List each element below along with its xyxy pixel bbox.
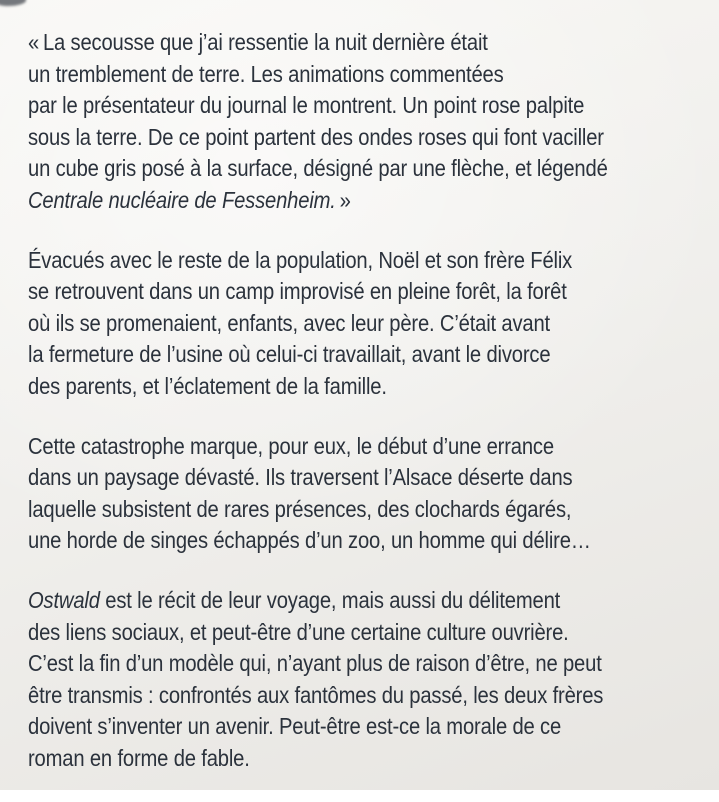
text-line: la fermeture de l’usine où celui-ci travaillait, avant le divorce [28,341,551,368]
text-line: où ils se promenaient, enfants, avec leur père. C’était avant [28,309,551,336]
printed-text [28,27,719,802]
text-line: un tremblement de terre. Les animations commentées [28,60,504,87]
closing-guillemet: » [335,186,351,213]
text-line: Cette catastrophe marque, pour eux, le début d’une errance [28,432,554,459]
lead-rest: est le récit de leur voyage, mais aussi du délitement [99,586,561,613]
text-line: par le présentateur du journal le montrent. Un point rose palpite [28,92,585,119]
book-title-italic: Ostwald [28,586,100,613]
text-line: roman en forme de fable. [28,744,250,771]
text-line: être transmis : confrontés aux fantômes du passé, les deux frères [28,681,604,708]
page-corner-artifact [0,0,26,6]
text-line: des liens sociaux, et peut-être d’une certaine culture ouvrière. [28,618,569,645]
paragraph-ostwald [28,585,719,775]
text-line: laquelle subsistent de rares présences, des clochards égarés, [28,495,572,522]
text-line [28,185,719,217]
text-line: « La secousse que j’ai ressentie la nuit dernière était [28,29,488,55]
text-line: un cube gris posé à la surface, désigné par une flèche, et légendé [28,155,608,182]
text-line: doivent s’inventer un avenir. Peut-être est-ce la morale de ce [28,713,562,740]
text-line: une horde de singes échappés d’un zoo, un homme qui délire… [28,527,591,554]
text-line: C’est la fin d’un modèle qui, n’ayant plus de raison d’être, ne peut [28,650,602,677]
italic-caption: Centrale nucléaire de Fessenheim. [28,186,336,213]
text-line: sous la terre. De ce point partent des ondes roses qui font vaciller [28,123,604,150]
text-line [28,585,719,617]
text-line: des parents, et l’éclatement de la famille. [28,372,387,399]
text-line: dans un paysage dévasté. Ils traversent l’Alsace déserte dans [28,464,573,491]
text-line: se retrouvent dans un camp improvisé en pleine forêt, la forêt [28,278,567,305]
text-line: Évacués avec le reste de la population, Noël et son frère Félix [28,246,573,273]
paragraph-quote [28,27,719,217]
paragraph-errance [28,431,719,557]
paragraph-evacuation [28,245,719,403]
